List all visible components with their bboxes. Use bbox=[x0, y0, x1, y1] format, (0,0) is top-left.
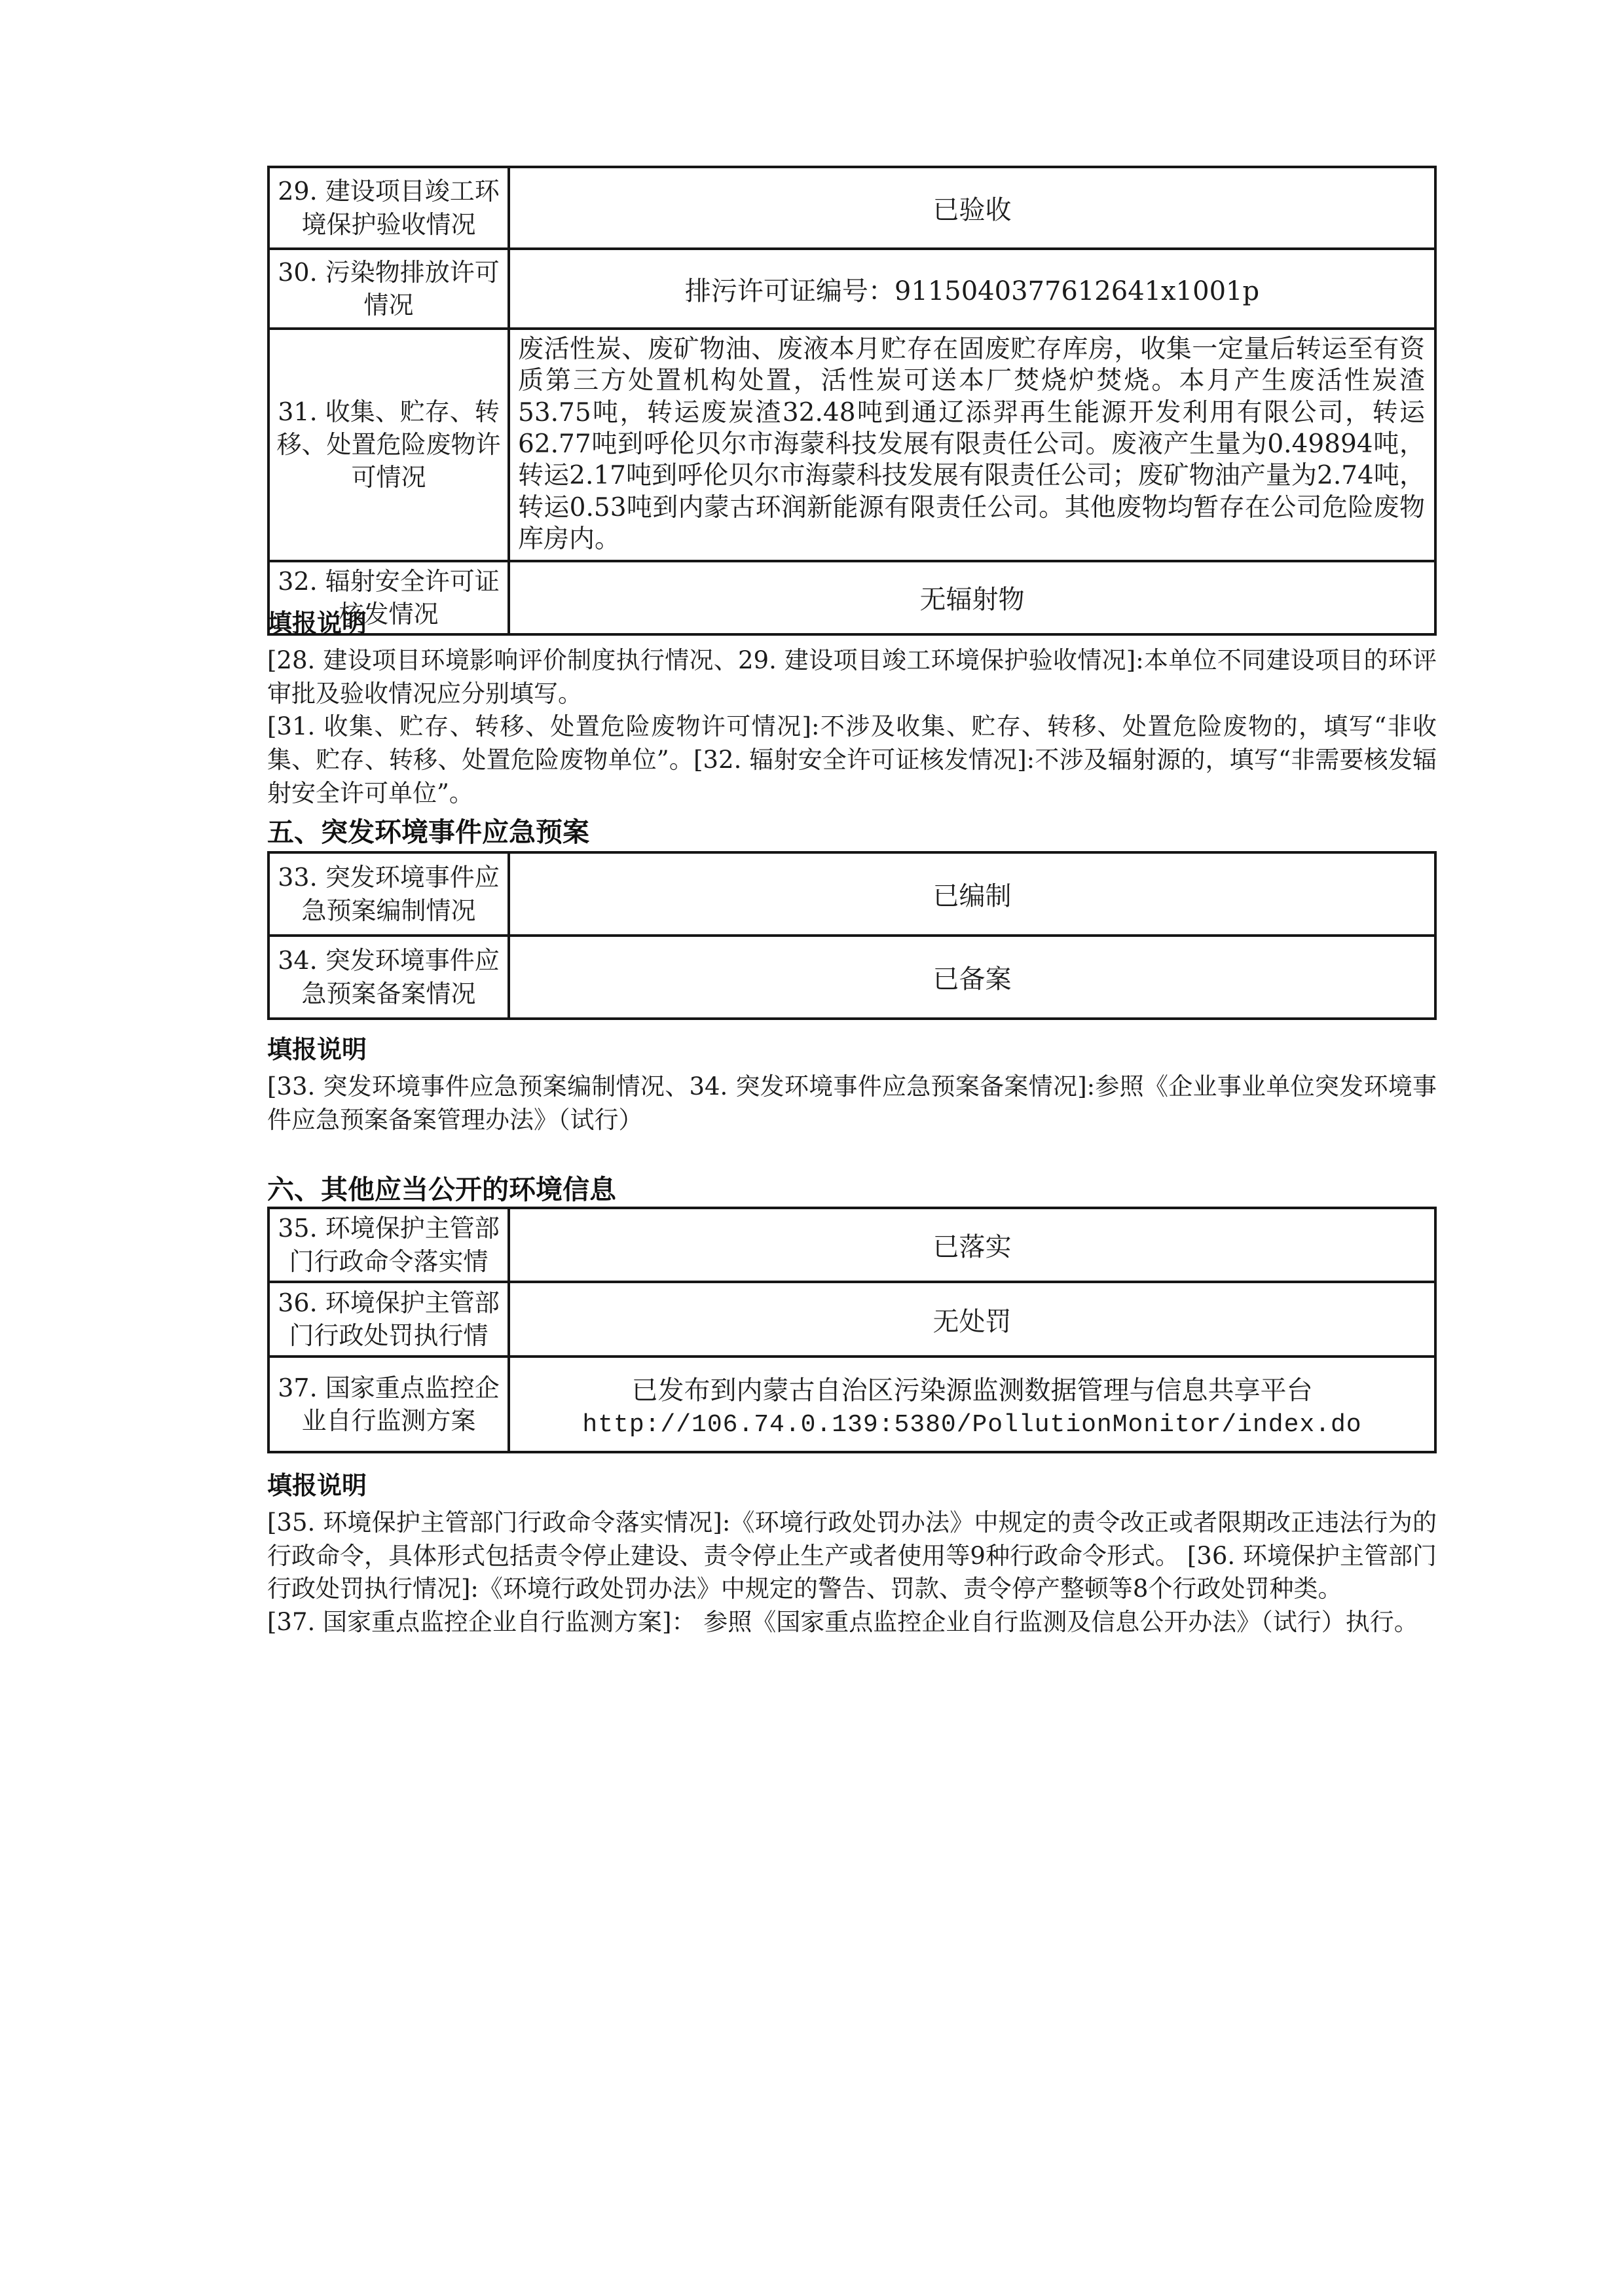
row-label: 29. 建设项目竣工环境保护验收情况 bbox=[268, 167, 509, 249]
note-paragraph: [33. 突发环境事件应急预案编制情况、34. 突发环境事件应急预案备案情况]:参照《企业事业单位突发环境事件应急预案备案管理办法》（试行） bbox=[267, 1072, 1437, 1134]
permits-status-table bbox=[267, 166, 1437, 636]
row-label: 32. 辐射安全许可证核发情况 bbox=[268, 561, 509, 634]
table-row-33 bbox=[268, 852, 1435, 936]
row-value bbox=[509, 1357, 1435, 1452]
note-paragraph: [31. 收集、贮存、转移、处置危险废物许可情况]:不涉及收集、贮存、转移、处置危险废物的，填写“非收集、贮存、转移、处置危险废物单位”。[32. 辐射安全许可证核发情况]:不涉及辐射源的，填写“非需要核发辐射安全许可单位”。 bbox=[267, 712, 1437, 807]
notes-heading: 填报说明 bbox=[267, 609, 367, 638]
other-info-table bbox=[267, 1207, 1437, 1453]
row-label: 36. 环境保护主管部门行政处罚执行情 bbox=[268, 1282, 509, 1357]
row-label: 30. 污染物排放许可情况 bbox=[268, 249, 509, 329]
notes-heading: 填报说明 bbox=[267, 1035, 367, 1064]
row-value: 已验收 bbox=[509, 167, 1435, 249]
table-row-34 bbox=[268, 936, 1435, 1019]
monitoring-platform-url: http://106.74.0.139:5380/PollutionMonitor/index.do bbox=[582, 1411, 1362, 1439]
notes-section-3 bbox=[267, 1465, 1437, 1639]
other-info-table-block bbox=[267, 1207, 1437, 1453]
table-row-30 bbox=[268, 249, 1435, 329]
row-label: 31. 收集、贮存、转移、处置危险废物许可情况 bbox=[268, 329, 509, 561]
row-value: 已落实 bbox=[509, 1208, 1435, 1282]
table-row-37 bbox=[268, 1357, 1435, 1452]
row-value: 无辐射物 bbox=[509, 561, 1435, 634]
emergency-plan-table bbox=[267, 851, 1437, 1020]
row-label: 34. 突发环境事件应急预案备案情况 bbox=[268, 936, 509, 1019]
table-row-31 bbox=[268, 329, 1435, 561]
table-row-35 bbox=[268, 1208, 1435, 1282]
notes-section-1 bbox=[267, 603, 1437, 810]
note-paragraph: [35. 环境保护主管部门行政命令落实情况]:《环境行政处罚办法》中规定的责令改正或者限期改正违法行为的行政命令，具体形式包括责令停止建设、责令停止生产或者使用等9种行政命令形式。 [36. 环境保护主管部门行政处罚执行情况]:《环境行政处罚办法》中规定的警告、罚款、责令停产整顿等8个行政处罚种类。 bbox=[267, 1508, 1437, 1603]
monitoring-platform-text: 已发布到内蒙古自治区污染源监测数据管理与信息共享平台 bbox=[631, 1376, 1313, 1406]
notes-heading: 填报说明 bbox=[267, 1471, 367, 1500]
row-value: 已编制 bbox=[509, 852, 1435, 936]
notes-section-2 bbox=[267, 1029, 1437, 1137]
note-paragraph: [28. 建设项目环境影响评价制度执行情况、29. 建设项目竣工环境保护验收情况]:本单位不同建设项目的环评审批及验收情况应分别填写。 bbox=[267, 646, 1437, 708]
row-value: 废活性炭、废矿物油、废液本月贮存在固废贮存库房，收集一定量后转运至有资质第三方处置机构处置，活性炭可送本厂焚烧炉焚烧。本月产生废活性炭渣53.75吨，转运废炭渣32.48吨到通辽添羿再生能源开发利用有限公司，转运62.77吨到呼伦贝尔市海蒙科技发展有限责任公司。废液产生量为0.49894吨，转运2.17吨到呼伦贝尔市海蒙科技发展有限责任公司；废矿物油产量为2.74吨，转运0.53吨到内蒙古环润新能源有限责任公司。其他废物均暂存在公司危险废物库房内。 bbox=[509, 329, 1435, 561]
row-value: 已备案 bbox=[509, 936, 1435, 1019]
table-row-29 bbox=[268, 167, 1435, 249]
permits-table-block bbox=[267, 166, 1437, 636]
row-label: 37. 国家重点监控企业自行监测方案 bbox=[268, 1357, 509, 1452]
emergency-plan-table-block bbox=[267, 851, 1437, 1020]
row-label: 33. 突发环境事件应急预案编制情况 bbox=[268, 852, 509, 936]
section5-title: 五、突发环境事件应急预案 bbox=[267, 816, 589, 848]
row-value: 无处罚 bbox=[509, 1282, 1435, 1357]
table-row-36 bbox=[268, 1282, 1435, 1357]
row-value: 排污许可证编号：9115040377612641x1001p bbox=[509, 249, 1435, 329]
note-paragraph: [37. 国家重点监控企业自行监测方案]： 参照《国家重点监控企业自行监测及信息公开办法》（试行）执行。 bbox=[267, 1608, 1418, 1637]
section6-title: 六、其他应当公开的环境信息 bbox=[267, 1174, 616, 1205]
row-label: 35. 环境保护主管部门行政命令落实情 bbox=[268, 1208, 509, 1282]
